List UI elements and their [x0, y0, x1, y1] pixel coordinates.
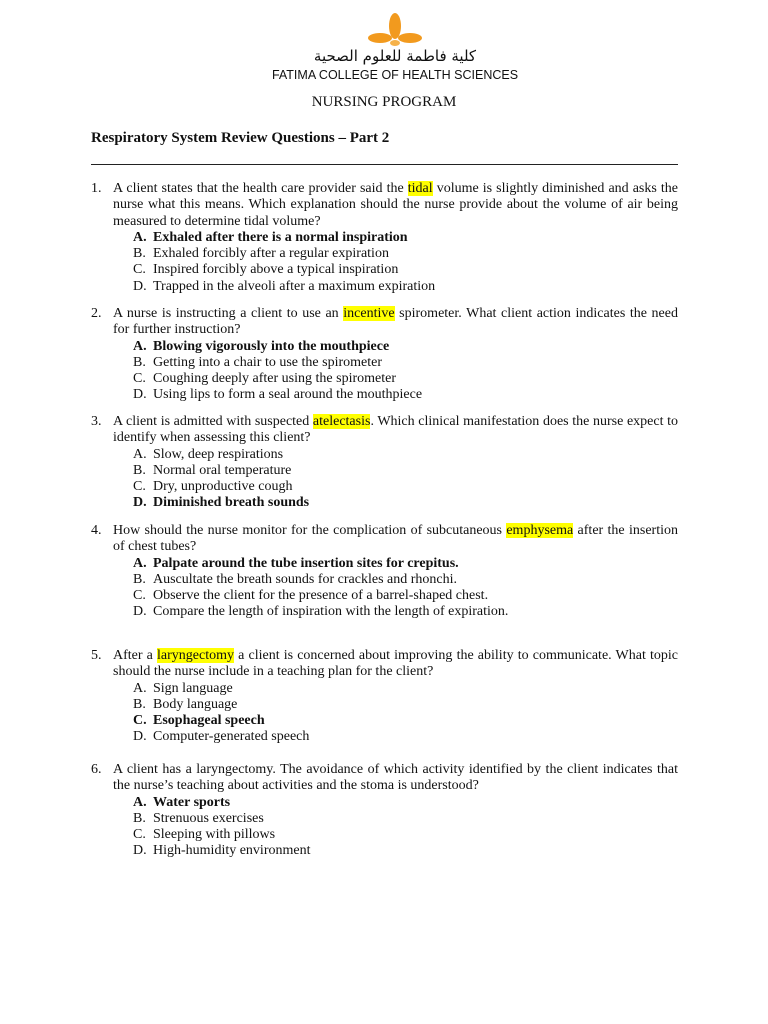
answer-option-correct [133, 795, 678, 811]
option-letter: A. [133, 446, 147, 462]
option-letter: A. [133, 229, 147, 245]
question-number: 6. [91, 762, 102, 777]
college-name-arabic: كلية فاطمة للعلوم الصحية [313, 47, 477, 65]
question-item [91, 523, 678, 621]
option-text: Strenuous exercises [153, 810, 264, 826]
option-letter: D. [133, 278, 147, 294]
answer-option [133, 463, 678, 479]
option-letter: B. [133, 246, 146, 262]
answer-options [133, 447, 678, 512]
answer-option [133, 387, 678, 403]
highlighted-term: atelectasis [312, 414, 371, 429]
answer-options [133, 556, 678, 621]
option-letter: A. [133, 338, 147, 354]
answer-option-correct [133, 556, 678, 572]
option-text: Palpate around the tube insertion sites for crepitus. [153, 555, 459, 571]
question-text-start: A client is admitted with suspected [113, 414, 313, 429]
answer-option-correct [133, 713, 678, 729]
question-text-start: A client states that the health care provider said the [113, 181, 408, 196]
question-text [113, 648, 678, 681]
answer-option [133, 355, 678, 371]
highlighted-term: tidal [407, 181, 433, 196]
answer-options [133, 681, 678, 746]
answer-option [133, 279, 678, 295]
answer-option [133, 827, 678, 843]
flower-logo-icon [368, 12, 422, 50]
option-letter: B. [133, 810, 146, 826]
option-letter: D. [133, 387, 147, 403]
option-text: Inspired forcibly above a typical inspiration [153, 262, 399, 278]
question-number: 5. [91, 648, 102, 663]
option-letter: C. [133, 479, 146, 495]
option-letter: B. [133, 354, 146, 370]
program-title: NURSING PROGRAM [311, 94, 457, 110]
header-divider [91, 164, 678, 165]
option-text: Observe the client for the presence of a barrel-shaped chest. [153, 588, 489, 604]
highlighted-term: emphysema [506, 523, 574, 538]
option-text: Exhaled forcibly after a regular expiration [153, 246, 389, 262]
option-letter: A. [133, 794, 147, 810]
question-text-start: A client has a laryngectomy. The avoidance of which activity identified by the client indicates that the nurse’s teaching about activities and the stoma is understood? [113, 762, 678, 794]
answer-option [133, 588, 678, 604]
question-text [113, 306, 678, 339]
option-letter: B. [133, 571, 146, 587]
highlighted-term: laryngectomy [157, 648, 235, 663]
answer-option-correct [133, 230, 678, 246]
question-text-end: . Which clinical manifestation does the nurse expect to identify when assessing this client? [113, 414, 679, 446]
answer-option [133, 246, 678, 262]
question-text [113, 523, 678, 556]
option-text: Getting into a chair to use the spirometer [153, 354, 382, 370]
question-text-start: A nurse is instructing a client to use an [113, 306, 344, 321]
question-text [113, 762, 678, 795]
question-item [91, 306, 678, 404]
question-text-start: How should the nurse monitor for the complication of subcutaneous [113, 523, 507, 538]
question-text [113, 414, 678, 447]
option-text: Water sports [153, 794, 231, 810]
option-letter: D. [133, 495, 147, 511]
question-number: 1. [91, 181, 102, 196]
option-letter: C. [133, 827, 146, 843]
option-text: High-humidity environment [153, 843, 311, 859]
answer-option [133, 681, 678, 697]
option-text: Blowing vigorously into the mouthpiece [153, 338, 390, 354]
option-text: Slow, deep respirations [153, 446, 284, 462]
option-text: Coughing deeply after using the spirometer [153, 371, 396, 387]
question-item [91, 414, 678, 512]
option-text: Esophageal speech [153, 713, 265, 729]
option-letter: B. [133, 462, 146, 478]
option-text: Auscultate the breath sounds for crackles and rhonchi. [153, 571, 458, 587]
option-letter: C. [133, 713, 147, 729]
option-letter: A. [133, 555, 147, 571]
option-letter: D. [133, 729, 147, 745]
option-text: Dry, unproductive cough [153, 479, 293, 495]
answer-option [133, 697, 678, 713]
option-letter: B. [133, 696, 146, 712]
option-letter: D. [133, 843, 147, 859]
option-letter: D. [133, 604, 147, 620]
question-item [91, 648, 678, 746]
option-letter: C. [133, 262, 146, 278]
question-text-end: a client is concerned about improving the ability to communicate. What topic should the nurse include in a teaching plan for the client? [113, 648, 678, 680]
answer-options [133, 795, 678, 860]
question-item [91, 181, 678, 295]
college-logo [270, 12, 520, 84]
question-text-end: after the insertion of chest tubes? [113, 523, 678, 555]
answer-options [133, 339, 678, 404]
question-number: 2. [91, 306, 102, 321]
option-text: Trapped in the alveoli after a maximum expiration [153, 278, 436, 294]
document-subtitle: Respiratory System Review Questions – Part 2 [91, 130, 390, 146]
question-text-end: spirometer. What client action indicates the need for further instruction? [113, 306, 678, 338]
option-text: Sign language [153, 680, 233, 696]
question-number: 3. [91, 414, 102, 429]
question-text [113, 181, 678, 230]
college-name-english: FATIMA COLLEGE OF HEALTH SCIENCES [271, 68, 519, 82]
option-letter: A. [133, 680, 147, 696]
answer-option [133, 729, 678, 745]
answer-option-correct [133, 339, 678, 355]
question-item [91, 762, 678, 860]
answer-option [133, 604, 678, 620]
option-text: Using lips to form a seal around the mouthpiece [153, 387, 423, 403]
option-text: Body language [153, 696, 238, 712]
question-number: 4. [91, 523, 102, 538]
option-letter: C. [133, 371, 146, 387]
highlighted-term: incentive [343, 306, 395, 321]
answer-option [133, 572, 678, 588]
option-text: Computer-generated speech [153, 729, 310, 745]
option-text: Sleeping with pillows [153, 827, 276, 843]
option-text: Normal oral temperature [153, 462, 292, 478]
answer-option [133, 843, 678, 859]
option-text: Diminished breath sounds [153, 495, 310, 511]
option-text: Compare the length of inspiration with the length of expiration. [153, 604, 509, 620]
answer-option-correct [133, 495, 678, 511]
answer-option [133, 262, 678, 278]
answer-options [133, 230, 678, 295]
answer-option [133, 447, 678, 463]
answer-option [133, 479, 678, 495]
option-letter: C. [133, 588, 146, 604]
question-text-end: volume is slightly diminished and asks the nurse what this means. Which explanation should the nurse provide about the volume of air being measured to determine tidal volume? [113, 181, 678, 229]
answer-option [133, 811, 678, 827]
option-text: Exhaled after there is a normal inspiration [153, 229, 408, 245]
question-text-start: After a [113, 648, 158, 663]
answer-option [133, 371, 678, 387]
